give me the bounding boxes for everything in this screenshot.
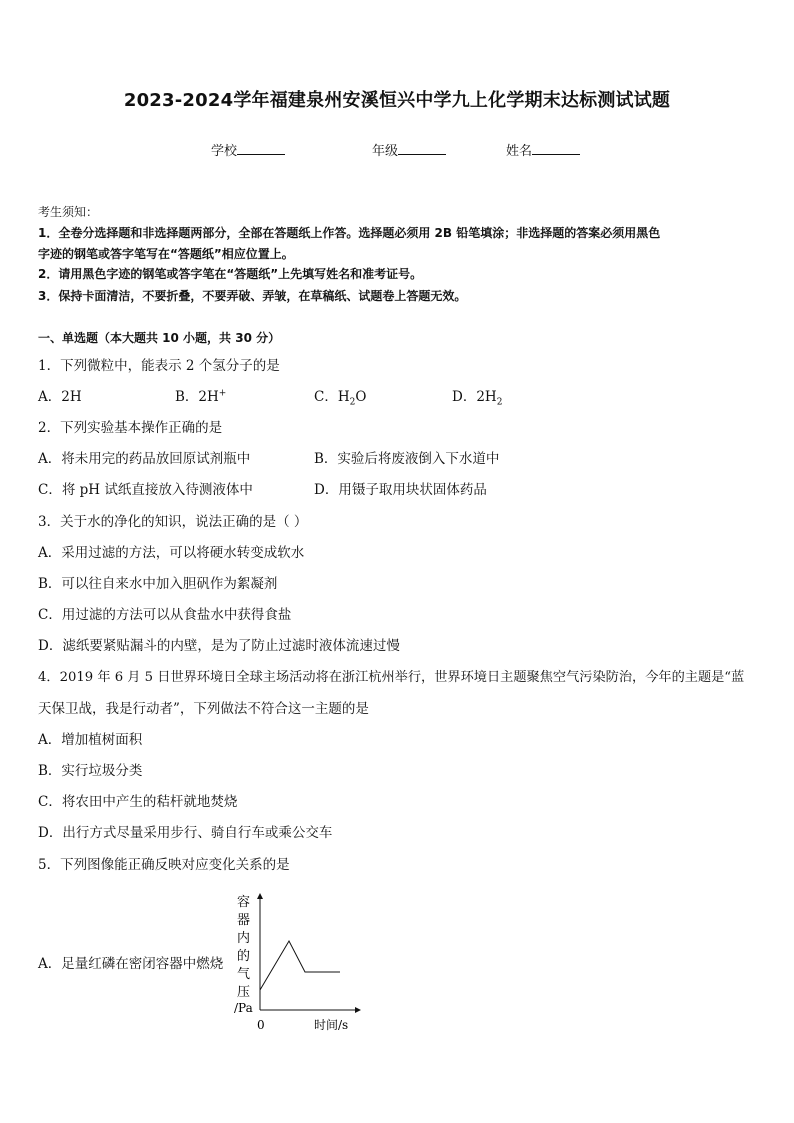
question-3-option-d: D．滤纸要紧贴漏斗的内壁，是为了防止过滤时液体流速过慢	[38, 638, 400, 654]
notice-heading: 考生须知：	[38, 205, 99, 219]
y-label-char: 压	[237, 985, 251, 1000]
y-unit-label: /Pa	[234, 1001, 253, 1015]
pressure-time-graph	[230, 888, 370, 1038]
notice-item: 3．保持卡面清洁，不要折叠，不要弄破、弄皱，在草稿纸、试题卷上答题无效。	[38, 289, 467, 303]
y-label-char: 的	[237, 949, 251, 964]
question-1-option-b: B．2H+	[175, 388, 227, 405]
name-blank	[532, 142, 580, 155]
question-2-option-b: B．实验后将废液倒入下水道中	[314, 451, 500, 467]
question-2-option-a: A．将未用完的药品放回原试剂瓶中	[38, 451, 251, 467]
question-3-stem: 3．关于水的净化的知识，说法正确的是（ ）	[38, 514, 308, 530]
notice-item: 1．全卷分选择题和非选择题两部分，全部在答题纸上作答。选择题必须用 2B 铅笔填涂；非选择题的答案必须用黑色	[38, 226, 661, 240]
notice-item: 字迹的钢笔或答字笔写在“答题纸”相应位置上。	[38, 247, 294, 261]
y-label-char: 容	[237, 895, 251, 910]
name-field	[506, 140, 580, 159]
question-2-option-c: C．将 pH 试纸直接放入待测液体中	[38, 482, 253, 498]
question-4-option-a: A．增加植树面积	[38, 732, 143, 748]
question-4-stem-line2: 天保卫战，我是行动者”，下列做法不符合这一主题的是	[38, 701, 369, 717]
y-label-char: 器	[237, 913, 251, 928]
question-1-option-d: D．$2H_2$	[452, 389, 503, 408]
notice-item: 2．请用黑色字迹的钢笔或答字笔在“答题纸”上先填写姓名和准考证号。	[38, 267, 423, 281]
question-5-stem: 5．下列图像能正确反映对应变化关系的是	[38, 857, 290, 873]
school-label: 学校	[211, 144, 238, 159]
origin-label: 0	[257, 1018, 265, 1032]
question-2-stem: 2．下列实验基本操作正确的是	[38, 420, 223, 436]
question-5-option-a: A．足量红磷在密闭容器中燃烧	[38, 956, 224, 972]
question-1-option-c: C．$H_2O$	[314, 389, 367, 408]
section-title: 一、单选题（本大题共 10 小题，共 30 分）	[38, 331, 281, 345]
grade-field	[372, 140, 446, 159]
question-1-option-a: A．2H	[38, 389, 82, 405]
question-3-option-c: C．用过滤的方法可以从食盐水中获得食盐	[38, 607, 292, 623]
x-axis-label: 时间/s	[314, 1018, 349, 1032]
question-1-stem: 1．下列微粒中，能表示 2 个氢分子的是	[38, 358, 280, 374]
school-blank	[237, 142, 285, 155]
grade-label: 年级	[372, 144, 399, 159]
question-2-option-d: D．用镊子取用块状固体药品	[314, 482, 487, 498]
question-4-option-d: D．出行方式尽量采用步行、骑自行车或乘公交车	[38, 825, 333, 841]
school-field	[211, 140, 285, 159]
question-4-option-b: B．实行垃圾分类	[38, 763, 143, 779]
question-4-stem-line1: 4．2019 年 6 月 5 日世界环境日全球主场活动将在浙江杭州举行，世界环境日主题聚焦空气污染防治，今年的主题是“蓝	[38, 670, 745, 685]
grade-blank	[398, 142, 446, 155]
question-3-option-b: B．可以往自来水中加入胆矾作为絮凝剂	[38, 576, 278, 592]
question-4-option-c: C．将农田中产生的秸杆就地焚烧	[38, 794, 238, 810]
y-label-char: 气	[237, 967, 251, 982]
pressure-curve	[260, 941, 340, 990]
page-title: 2023-2024学年福建泉州安溪恒兴中学九上化学期末达标测试试题	[123, 90, 671, 111]
question-3-option-a: A．采用过滤的方法，可以将硬水转变成软水	[38, 545, 305, 561]
name-label: 姓名	[506, 144, 533, 159]
y-label-char: 内	[237, 931, 251, 946]
